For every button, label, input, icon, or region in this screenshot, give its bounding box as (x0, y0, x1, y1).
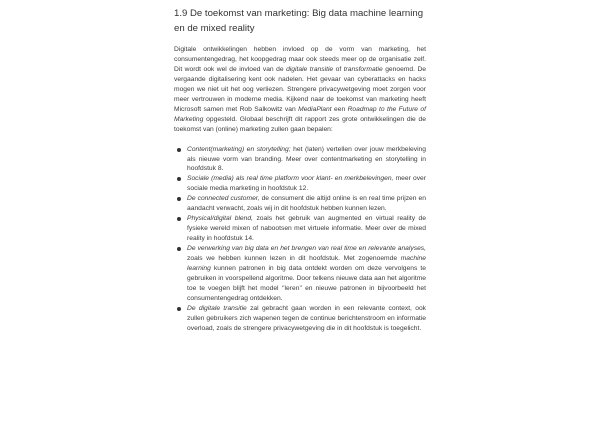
list-item-text: de consument die altijd online is en real time prijzen en aandacht verwacht, zoals wij in dit hoofdstuk hebben kunnen lezen. (187, 195, 426, 213)
intro-text-4: een (331, 105, 348, 113)
intro-text-3: genoemd. De vergaande digitalisering kent ook nadelen. Het gevaar van cyberattacks en hacks mogen we niet uit het oog verliezen. Strengere privacywetgeving moet zorgen voor meer vertrouwen in moderne media. Kijkend naar de toekomst van marketing heeft Microsoft samen met Rob Salkowitz van (174, 65, 426, 113)
intro-italic-3: MediaPlant (298, 105, 332, 113)
development-list (174, 145, 426, 334)
list-item-text: meer over sociale media marketing in hoofdstuk 12. (187, 175, 426, 193)
list-item-text: zoals het gebruik van augmented en virtual reality de fysieke wereld mixen of nabootsen met virtuele informatie. Meer over de mixed reality in hoofdstuk 14. (187, 215, 426, 243)
list-item-italic: Physical/digital blend, (187, 215, 253, 223)
intro-text-2: of (333, 65, 344, 73)
intro-italic-1: digitale transitie (286, 65, 334, 73)
list-item-italic: De verwerking van big data en het brengen van real time en relevante analyses, (187, 245, 426, 253)
intro-text-5: opgesteld. Globaal beschrijft dit rapport zes grote ontwikkelingen die de toekomst van (online) marketing zullen gaan bepalen: (174, 115, 426, 133)
section-title: 1.9 De toekomst van marketing: Big data machine learning en de mixed reality (174, 8, 424, 34)
list-item-text: zoals we hebben kunnen lezen in dit hoofdstuk. Met zogenoemde (187, 255, 401, 263)
intro-italic-4: Roadmap to the Future of Marketing (174, 105, 426, 123)
list-item-text: kunnen patronen in big data ontdekt worden om deze vervolgens te gebruiken in voorspellend algoritme. Door telkens nieuwe data aan het algoritme toe te voegen blijft het model ‘’leren’’ en nieuwe patronen in bijvoorbeeld het consumentengedrag ontdekken. (187, 265, 426, 302)
list-item-italic: Content(marketing) en storytelling; (187, 145, 291, 153)
list-item-text: zal gebracht gaan worden in een relevante context, ook zullen gebruikers zich wapenen tegen de continue berichtenstroom en informatie overload, zoals de strengere privacywetgeving die in dit hoofdstuk is toegelicht. (187, 304, 427, 332)
list-item-italic: machine learning (187, 255, 426, 273)
list-item-italic: De digitale transitie (187, 304, 247, 312)
list-item-italic: De connected customer, (187, 195, 260, 203)
list-item (174, 244, 426, 304)
list-item-italic: Sociale (media) als real time platform voor klant- en merkbelevingen, (187, 175, 394, 183)
list-item (174, 304, 426, 334)
list-item (174, 214, 426, 244)
list-item (174, 174, 426, 194)
list-item (174, 145, 426, 175)
intro-paragraph (174, 45, 426, 135)
list-item (174, 194, 426, 214)
document-page (174, 0, 426, 334)
list-item-text: het (laten) vertellen over jouw merkbeleving als nieuwe vorm van branding. Meer over contentmarketing en storytelling in hoofdstuk 8. (187, 145, 426, 173)
intro-italic-2: transformatie (343, 65, 383, 73)
intro-text-1: Digitale ontwikkelingen hebben invloed op de vorm van marketing, het consumentengedrag, het koopgedrag maar ook steeds meer op de organisatie zelf. Dit wordt ook wel de invloed van de (174, 46, 426, 73)
